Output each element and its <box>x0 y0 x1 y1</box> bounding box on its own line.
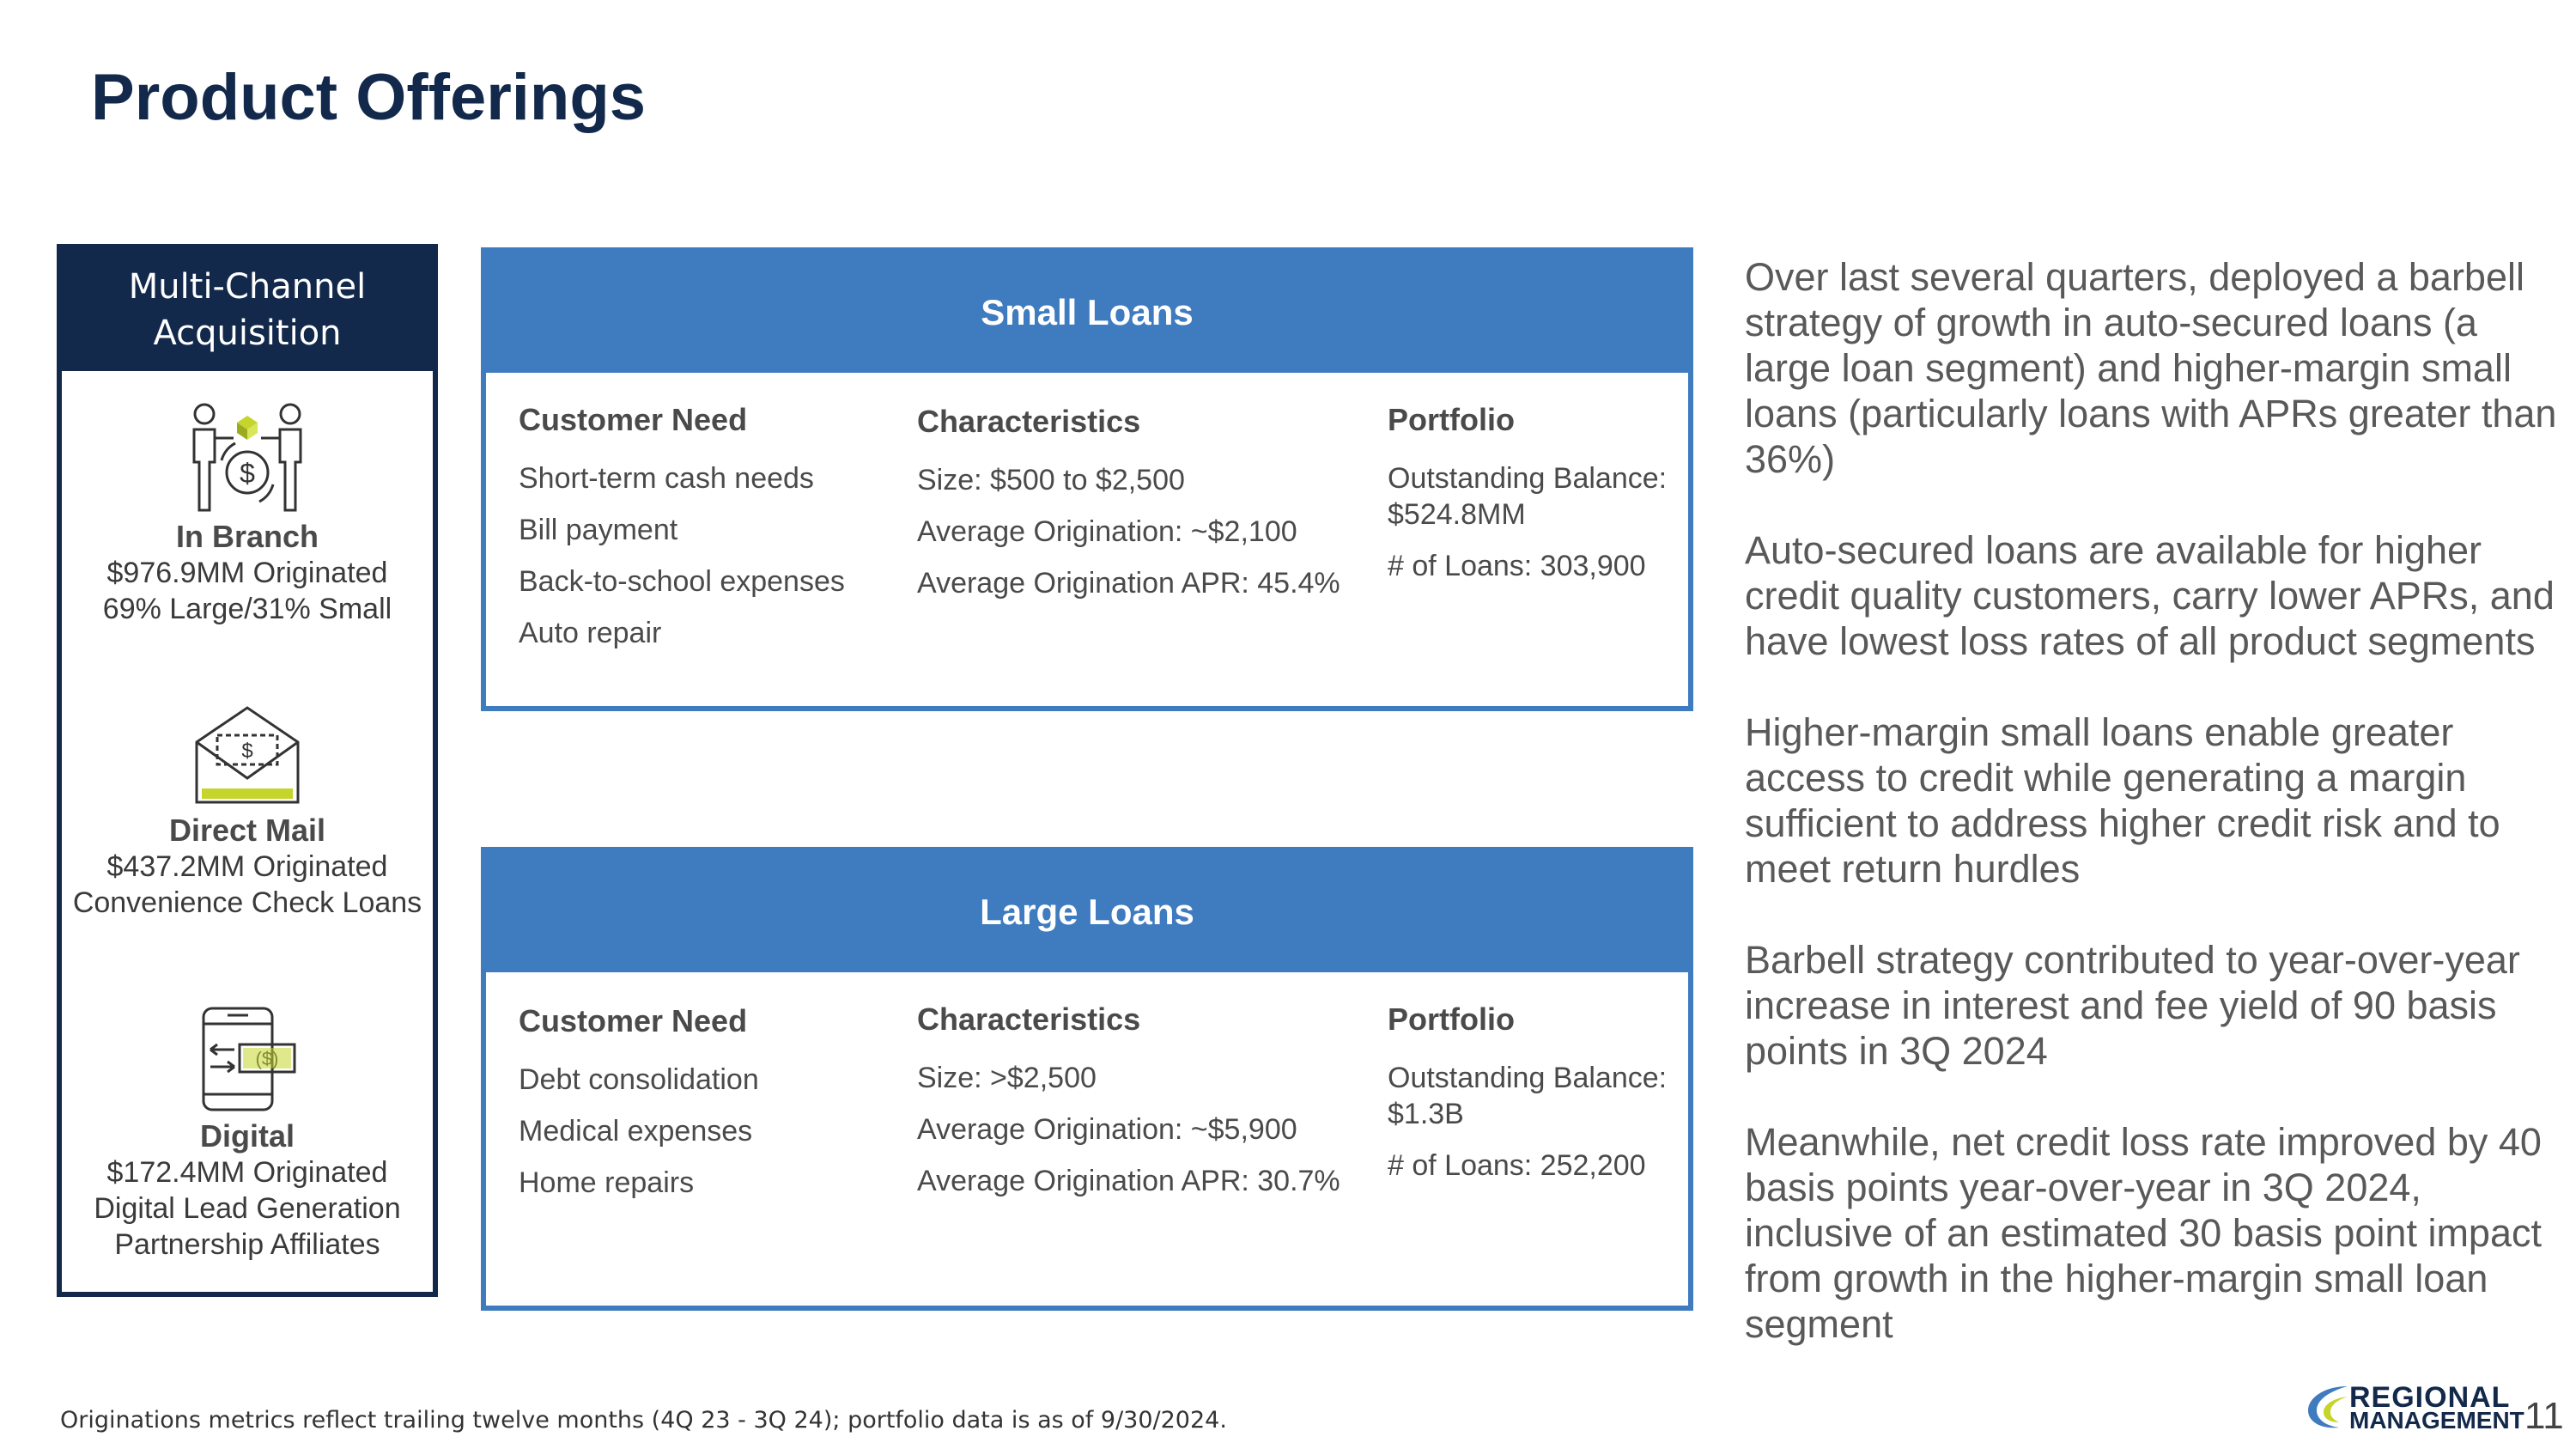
characteristics-column <box>917 404 1364 617</box>
list-item: Outstanding Balance: $1.3B <box>1388 1062 1668 1130</box>
company-logo <box>2305 1379 2524 1434</box>
channel-detail: $976.9MM Originated <box>106 557 388 589</box>
list-item: Size: $500 to $2,500 <box>917 464 1185 496</box>
commentary-paragraph: Higher-margin small loans enable greater access to credit while generating a margin sufficient to address higher credit risk and to meet return hurdles <box>1745 710 2500 891</box>
svg-text:$: $ <box>241 740 253 763</box>
commentary-paragraph: Barbell strategy contributed to year-over-year increase in interest and fee yield of 90 basis points in 3Q 2024 <box>1745 938 2520 1073</box>
commentary-paragraph: Over last several quarters, deployed a barbell strategy of growth in auto-secured loans (a large loan segment) and higher-margin small loans (particularly loans with APRs greater than 36%) <box>1745 255 2557 481</box>
list-item: Back-to-school expenses <box>519 565 845 598</box>
column-title: Portfolio <box>1388 1002 1515 1037</box>
channel-direct-mail <box>62 703 433 921</box>
channel-detail: Partnership Affiliates <box>114 1228 380 1261</box>
channel-detail: 69% Large/31% Small <box>102 593 392 625</box>
customer-need-column <box>519 402 896 667</box>
list-item: Auto repair <box>519 617 662 649</box>
logo-text-line1: REGIONAL <box>2349 1381 2511 1414</box>
portfolio-column <box>1388 402 1680 600</box>
channel-detail: Digital Lead Generation <box>94 1192 401 1225</box>
channel-name: Digital <box>199 1118 295 1154</box>
list-item: # of Loans: 303,900 <box>1388 550 1646 582</box>
svg-text:$: $ <box>240 458 255 489</box>
list-item: Home repairs <box>519 1166 695 1199</box>
page-title: Product Offerings <box>91 61 647 134</box>
column-title: Customer Need <box>519 402 748 437</box>
list-item: Size: >$2,500 <box>917 1062 1097 1094</box>
small-loans-title: Small Loans <box>486 253 1688 373</box>
list-item: Bill payment <box>519 514 678 546</box>
logo-swoosh-icon <box>2305 1379 2351 1433</box>
column-title: Characteristics <box>917 404 1141 439</box>
footnote: Originations metrics reflect trailing twelve months (4Q 23 - 3Q 24); portfolio data is as of 9/30/2024. <box>60 1407 1227 1434</box>
channel-name: Direct Mail <box>168 813 326 848</box>
customer-need-column <box>519 1003 896 1216</box>
channel-name: In Branch <box>175 519 319 554</box>
list-item: Outstanding Balance: $524.8MM <box>1388 462 1668 531</box>
list-item: Debt consolidation <box>519 1063 759 1096</box>
page-number: 11 <box>2524 1395 2564 1437</box>
list-item: Short-term cash needs <box>519 462 814 495</box>
strategy-commentary <box>1745 254 2569 1392</box>
column-title: Characteristics <box>917 1002 1141 1037</box>
list-item: Average Origination: ~$2,100 <box>917 515 1297 548</box>
mail-envelope-icon <box>191 703 303 807</box>
channel-detail: $437.2MM Originated <box>106 850 388 883</box>
large-loans-panel <box>481 847 1693 1311</box>
channel-detail: Convenience Check Loans <box>72 886 422 919</box>
mobile-transfer-icon <box>191 1005 303 1113</box>
commentary-paragraph: Auto-secured loans are available for higher credit quality customers, carry lower APRs, and have lowest loss rates of all product segments <box>1745 528 2555 663</box>
channels-header: Multi-Channel Acquisition <box>62 249 433 371</box>
commentary-paragraph: Meanwhile, net credit loss rate improved by 40 basis points year-over-year in 3Q 2024, inclusive of an estimated 30 basis point impact from growth in the higher-margin small loan segment <box>1745 1120 2542 1346</box>
column-title: Customer Need <box>519 1003 748 1038</box>
channel-digital <box>62 1005 433 1263</box>
list-item: Medical expenses <box>519 1115 753 1148</box>
characteristics-column <box>917 1002 1364 1215</box>
column-title: Portfolio <box>1388 402 1515 437</box>
list-item: Average Origination: ~$5,900 <box>917 1113 1297 1146</box>
portfolio-column <box>1388 1002 1680 1199</box>
branch-exchange-icon <box>187 400 307 512</box>
logo-text-line2: MANAGEMENT <box>2349 1407 2524 1434</box>
list-item: Average Origination APR: 30.7% <box>917 1165 1340 1197</box>
large-loans-title: Large Loans <box>486 852 1688 972</box>
channel-in-branch <box>62 400 433 627</box>
list-item: Average Origination APR: 45.4% <box>917 567 1340 600</box>
multi-channel-panel <box>57 244 438 1297</box>
channel-detail: $172.4MM Originated <box>106 1156 388 1189</box>
small-loans-panel <box>481 247 1693 711</box>
list-item: # of Loans: 252,200 <box>1388 1149 1646 1182</box>
